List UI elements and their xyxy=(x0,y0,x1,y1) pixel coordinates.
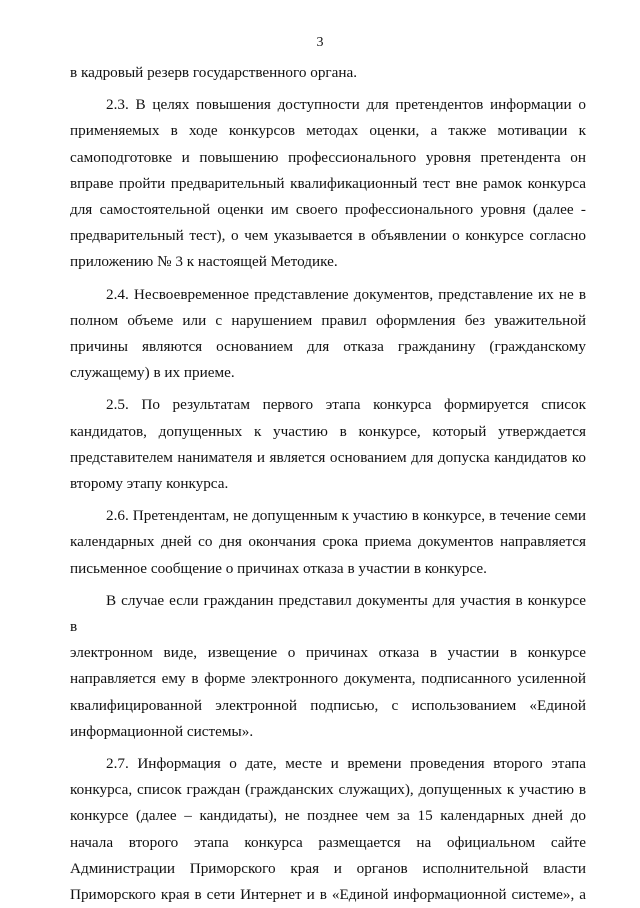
text-line: 2.5. По результатам первого этапа конкурса формируется список xyxy=(106,396,586,414)
paragraph xyxy=(70,92,586,275)
paragraph xyxy=(70,392,586,497)
text-line: второму этапу конкурса. xyxy=(70,475,229,493)
text-line: 2.7. Информация о дате, месте и времени проведения второго этапа xyxy=(106,755,586,773)
text-line: служащему) в их приеме. xyxy=(70,364,235,382)
text-line: применяемых в ходе конкурсов методах оценки, а также мотивации к xyxy=(70,122,586,140)
text-line: причины являются основанием для отказа гражданину (гражданскому xyxy=(70,338,586,356)
text-line: представителем нанимателя и является основанием для допуска кандидатов ко xyxy=(70,448,586,466)
paragraph xyxy=(70,588,586,745)
text-line: начала второго этапа конкурса размещается на официальном сайте xyxy=(70,833,586,851)
text-line: электронном виде, извещение о причинах отказа в участии в конкурсе xyxy=(70,644,586,662)
text-line: конкурсе (далее – кандидаты), не позднее чем за 15 календарных дней до xyxy=(70,807,586,825)
text-line: кандидатов, допущенных к участию в конкурсе, который утверждается xyxy=(70,422,586,440)
text-line: самоподготовке и повышению профессионального уровня претендента он xyxy=(70,148,586,166)
text-line: 2.3. В целях повышения доступности для претендентов информации о xyxy=(106,96,586,114)
paragraph xyxy=(70,282,586,387)
paragraph xyxy=(70,503,586,582)
text-line: полном объеме или с нарушением правил оформления без уважительной xyxy=(70,311,586,329)
text-line: Приморского края в сети Интернет и в «Единой информационной системе», а xyxy=(70,886,586,904)
paragraph xyxy=(70,751,586,908)
text-line: конкурса, список граждан (гражданских служащих), допущенных к участию в xyxy=(70,781,586,799)
text-line: Администрации Приморского края и органов исполнительной власти xyxy=(70,859,586,877)
text-line: вправе пройти предварительный квалификационный тест вне рамок конкурса xyxy=(70,174,586,192)
page-number: 3 xyxy=(316,35,324,50)
text-line: предварительный тест), о чем указывается в объявлении о конкурсе согласно xyxy=(70,227,586,245)
text-line: приложению № 3 к настоящей Методике. xyxy=(70,253,338,271)
text-line: направляется ему в форме электронного документа, подписанного усиленной xyxy=(70,670,586,688)
text-line: в кадровый резерв государственного органа. xyxy=(70,64,358,81)
text-line: информационной системы». xyxy=(70,722,254,740)
paragraph xyxy=(70,60,586,86)
text-line: 2.6. Претендентам, не допущенным к участию в конкурсе, в течение семи xyxy=(106,507,586,525)
text-line: 2.4. Несвоевременное представление документов, представление их не в xyxy=(106,285,586,303)
text-line: для самостоятельной оценки им своего профессионального уровня (далее - xyxy=(70,201,586,219)
text-line: квалифицированной электронной подписью, с использованием «Единой xyxy=(70,696,586,714)
text-line: письменное сообщение о причинах отказа в участии в конкурсе. xyxy=(70,559,487,577)
text-line: календарных дней со дня окончания срока приема документов направляется xyxy=(70,533,586,551)
document-body xyxy=(70,60,586,908)
text-line: В случае если гражданин представил документы для участия в конкурсе в xyxy=(70,591,586,636)
